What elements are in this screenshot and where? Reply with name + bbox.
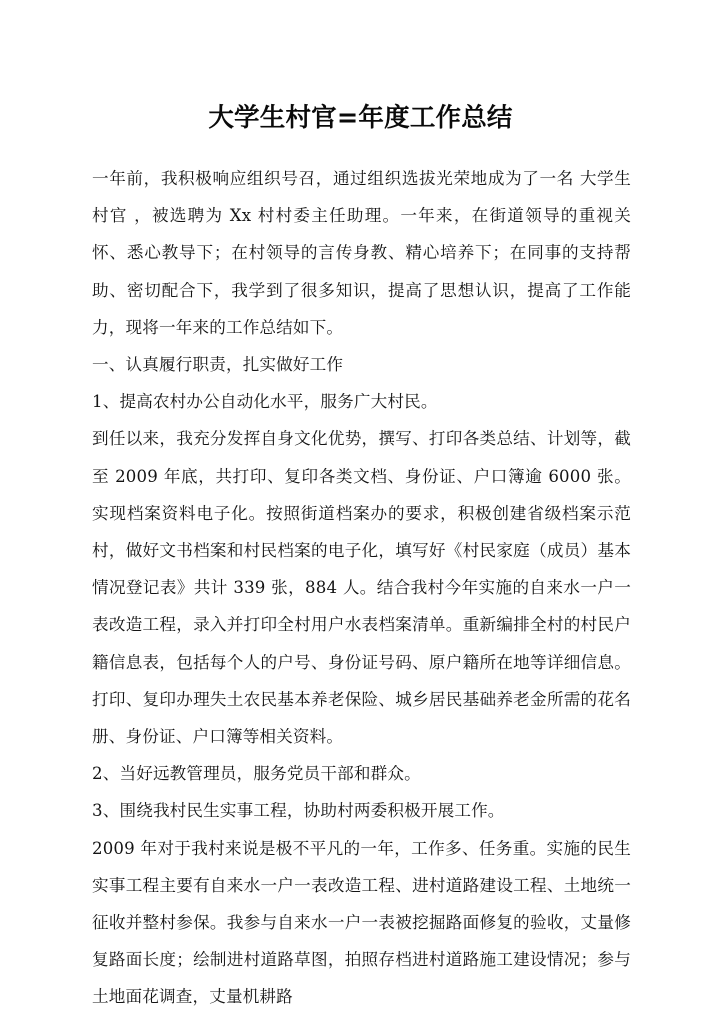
page-title: 大学生村官=年度工作总结 — [208, 103, 513, 134]
paragraph-item-3: 3、围绕我村民生实事工程，协助村两委积极开展工作。 — [92, 801, 505, 821]
paragraph-intro: 一年前，我积极响应组织号召，通过组织选拔光荣地成为了一名 大学生村官 ，被选聘为 Xx 村村委主任助理。一年来，在街道领导的重视关怀、悉心教导下；在村领导的言传身教、精心培养下；在同事的支持帮助、密切配合下，我学到了很多知识，提高了思想认识，提高了工作能力，现将一年来的工作总结如下。 — [92, 169, 631, 337]
paragraph-item-1: 1、提高农村办公自动化水平，服务广大村民。 — [92, 392, 438, 412]
paragraph-section-heading-1: 一、认真履行职责，扎实做好工作 — [92, 355, 344, 375]
paragraph-item-1-body: 到任以来，我充分发挥自身文化优势，撰写、打印各类总结、计划等，截至 2009 年底，共打印、复印各类文档、身份证、户口簿逾 6000 张。实现档案资料电子化。按照街道档案办的要求，积极创建省级档案示范村，做好文书档案和村民档案的电子化，填写好《村民家庭（成员）基本情况登记表》共计 339 张，884 人。结合我村今年实施的自来水一户一表改造工程，录入并打印全村用户水表档案清单。重新编排全村的村民户籍信息表，包括每个人的户号、身份证号码、原户籍所在地等详细信息。打印、复印办理失土农民基本养老保险、城乡居民基础养老金所需的花名册、身份证、户口簿等相关资料。 — [92, 429, 631, 747]
paragraph-item-2: 2、当好远教管理员，服务党员干部和群众。 — [92, 764, 421, 784]
document-body — [92, 160, 631, 1016]
paragraph-item-3-body: 2009 年对于我村来说是极不平凡的一年，工作多、任务重。实施的民生实事工程主要有自来水一户一表改造工程、进村道路建设工程、土地统一征收并整村参保。我参与自来水一户一表被挖掘路面修复的验收，丈量修复路面长度；绘制进村道路草图，拍照存档进村道路施工建设情况；参与土地面花调查，丈量机耕路 — [92, 838, 631, 1007]
